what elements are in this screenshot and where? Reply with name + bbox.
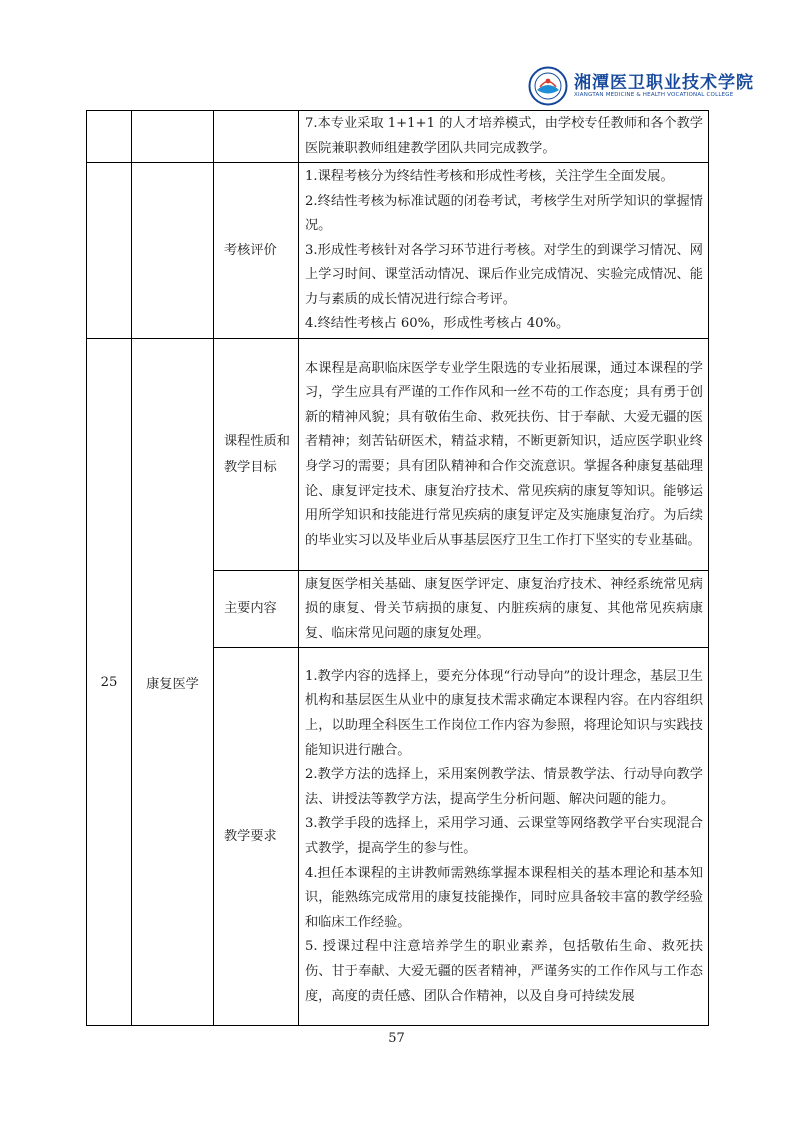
content-cell — [299, 648, 709, 1026]
content-paragraph: 7.本专业采取 1+1+1 的人才培养模式，由学校专任教师和各个教学医院兼职教师组建教学团队共同完成教学。 — [305, 116, 703, 156]
number-cell — [87, 111, 132, 163]
subitem-cell — [214, 111, 299, 163]
content-paragraph: 3.教学手段的选择上，采用学习通、云课堂等网络教学平台实现混合式教学，提高学生的参与性。 — [305, 816, 703, 856]
page-number: 57 — [388, 1031, 405, 1046]
subitem-label: 考核评价 — [214, 163, 299, 339]
content-paragraph: 1.课程考核分为终结性考核和形成性考核，关注学生全面发展。 — [305, 168, 674, 184]
content-cell — [299, 163, 709, 339]
college-emblem-icon — [528, 66, 568, 106]
course-name: 康复医学 — [132, 339, 214, 1026]
content-paragraph: 4.终结性考核占 60%，形成性考核占 40%。 — [305, 316, 570, 332]
content-paragraph: 康复医学相关基础、康复医学评定、康复治疗技术、神经系统常见病损的康复、骨关节病损的康复、内脏疾病的康复、其他常见疾病康复、临床常见问题的康复处理。 — [305, 576, 703, 641]
content-cell — [299, 111, 709, 163]
course-name-cell — [132, 111, 214, 163]
content-cell — [299, 571, 709, 648]
college-logo — [528, 66, 754, 110]
college-name-en: XIANGTAN MEDICINE & HEALTH VOCATIONAL COLLEGE — [574, 92, 734, 98]
content-paragraph: 5. 授课过程中注意培养学生的职业素养，包括敬佑生命、救死扶伤、甘于奉献、大爱无疆的医者精神，严谨务实的工作作风与工作态度，高度的责任感、团队合作精神，以及自身可持续发展 — [305, 939, 703, 1004]
content-paragraph: 4.担任本课程的主讲教师需熟练掌握本课程相关的基本理论和基本知识，能熟练完成常用的康复技能操作，同时应具备较丰富的教学经验和临床工作经验。 — [305, 865, 703, 930]
subitem-label: 主要内容 — [214, 571, 299, 648]
table-row — [87, 163, 709, 339]
course-number: 25 — [87, 339, 132, 1026]
content-paragraph: 2.教学方法的选择上，采用案例教学法、情景教学法、行动导向教学法、讲授法等教学方法，提高学生分析问题、解决问题的能力。 — [305, 767, 703, 807]
course-name-cell — [132, 163, 214, 339]
content-paragraph: 本课程是高职临床医学专业学生限选的专业拓展课，通过本课程的学习，学生应具有严谨的工作作风和一丝不苟的工作态度；具有勇于创新的精神风貌；具有敬佑生命、救死扶伤、甘于奉献、大爱无疆的医者精神；刻苦钻研医术，精益求精，不断更新知识，适应医学职业终身学习的需要；具有团队精神和合作交流意识。掌握各种康复基础理论、康复评定技术、康复治疗技术、常见疾病的康复等知识。能够运用所学知识和技能进行常见疾病的康复评定及实施康复治疗。为后续的毕业实习以及毕业后从事基层医疗卫生工作打下坚实的专业基础。 — [305, 360, 703, 548]
college-name-cn: 湘潭医卫职业技术学院 — [574, 73, 754, 93]
content-paragraph: 2.终结性考核为标准试题的闭卷考试，考核学生对所学知识的掌握情况。 — [305, 193, 703, 234]
course-table — [86, 110, 709, 1026]
subitem-label: 教学要求 — [214, 648, 299, 1026]
number-cell — [87, 163, 132, 339]
content-cell — [299, 339, 709, 571]
content-paragraph: 3.形成性考核针对各学习环节进行考核。对学生的到课学习情况、网上学习时间、课堂活动情况、课后作业完成情况、实验完成情况、能力与素质的成长情况进行综合考评。 — [305, 242, 703, 307]
table-row — [87, 111, 709, 163]
table-row — [87, 339, 709, 571]
content-paragraph: 1.教学内容的选择上，要充分体现“行动导向”的设计理念，基层卫生机构和基层医生从业中的康复技术需求确定本课程内容。在内容组织上，以助理全科医生工作岗位工作内容为参照，将理论知识与实践技能知识进行融合。 — [305, 668, 703, 758]
subitem-label: 课程性质和教学目标 — [214, 339, 299, 571]
